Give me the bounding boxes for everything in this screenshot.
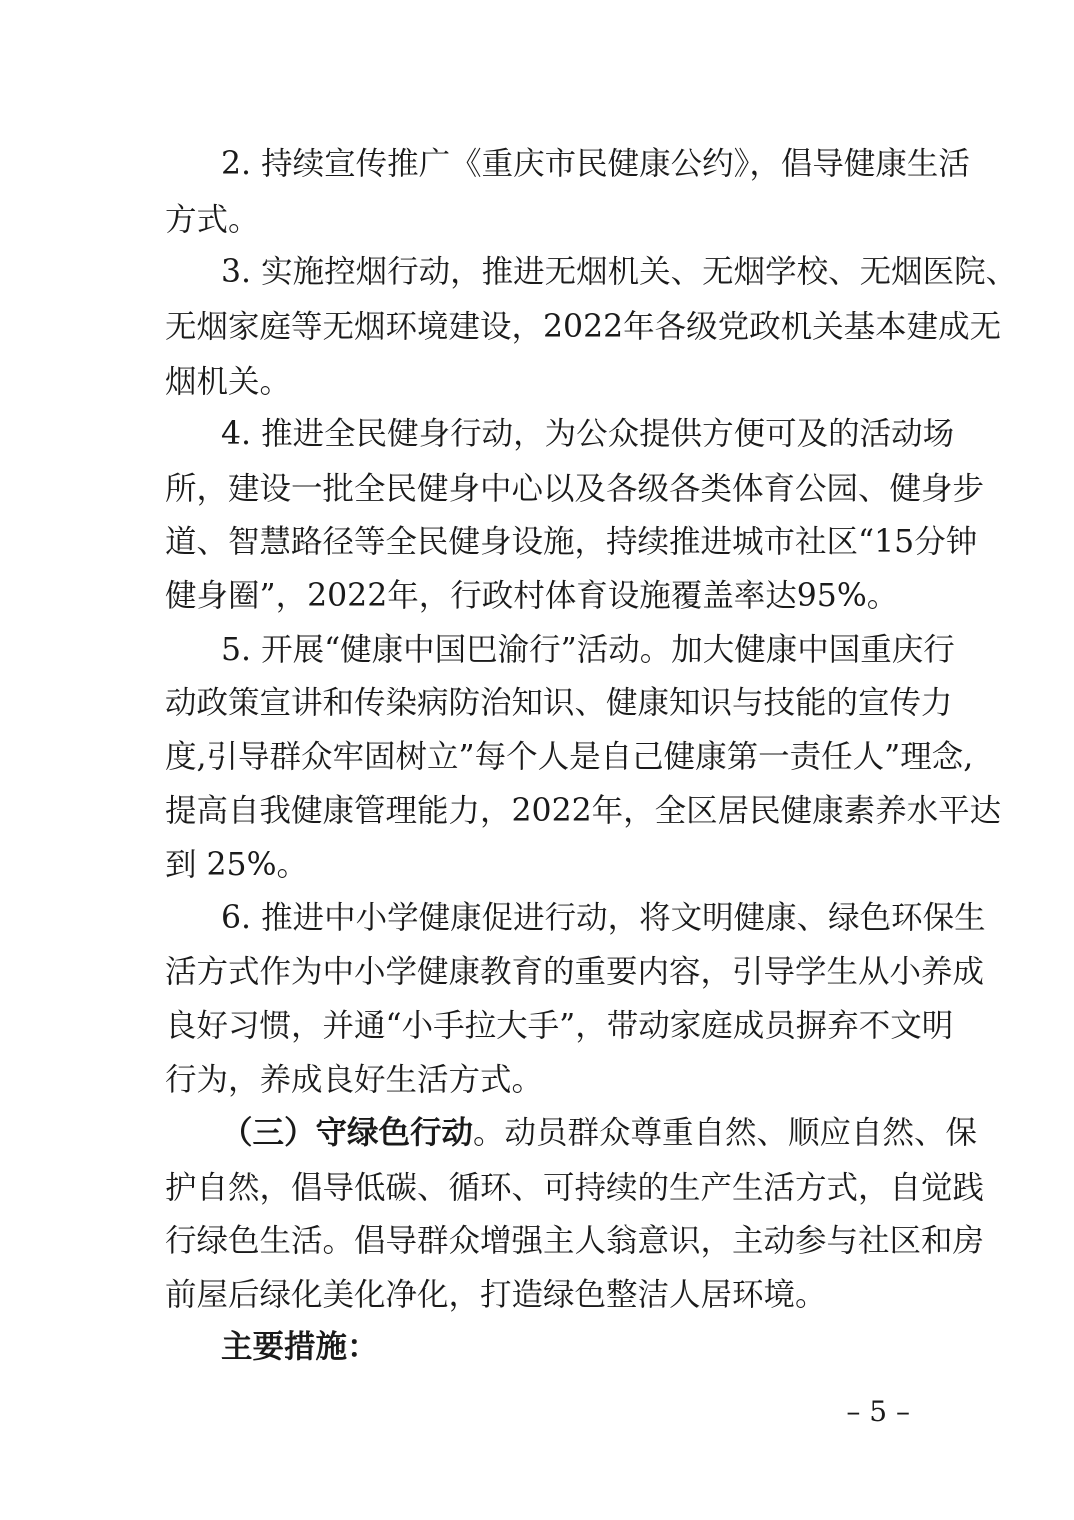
paragraph-line: 无烟家庭等无烟环境建设，2022年各级党政机关基本建成无 xyxy=(165,309,1002,345)
paragraph-line: 方式。 xyxy=(165,202,260,238)
paragraph-line: 行绿色生活。倡导群众增强主人翁意识，主动参与社区和房 xyxy=(165,1223,985,1259)
paragraph-line: 度,引导群众牢固树立”每个人是自己健康第一责任人”理念, xyxy=(165,739,974,775)
paragraph-line: 烟机关。 xyxy=(165,364,292,400)
measures-heading: 主要措施： xyxy=(221,1328,379,1365)
paragraph-line: 4. 推进全民健身行动，为公众提供方便可及的活动场 xyxy=(221,416,955,452)
paragraph-line: 所，建设一批全民健身中心以及各级各类体育公园、健身步 xyxy=(165,471,985,507)
paragraph-line: 良好习惯，并通“小手拉大手”，带动家庭成员摒弃不文明 xyxy=(165,1008,954,1044)
paragraph-line: 动政策宣讲和传染病防治知识、健康知识与技能的宣传力 xyxy=(165,685,953,721)
paragraph-line: 6. 推进中小学健康促进行动，将文明健康、绿色环保生 xyxy=(221,900,986,936)
section-three-first-line xyxy=(221,1104,978,1162)
paragraph-line: 健身圈”，2022年，行政村体育设施覆盖率达95%。 xyxy=(165,578,899,614)
paragraph-line: 前屋后绿化美化净化，打造绿色整洁人居环境。 xyxy=(165,1277,827,1313)
paragraph-line: 护自然，倡导低碳、循环、可持续的生产生活方式，自觉践 xyxy=(165,1170,985,1206)
paragraph-line: 提高自我健康管理能力，2022年，全区居民健康素养水平达 xyxy=(165,793,1002,829)
paragraph-line: 道、智慧路径等全民健身设施，持续推进城市社区“15分钟 xyxy=(165,524,978,560)
section-text: 。动员群众尊重自然、顺应自然、保 xyxy=(473,1115,978,1151)
paragraph-line: 2. 持续宣传推广《重庆市民健康公约》，倡导健康生活 xyxy=(221,146,970,182)
paragraph-line: 3. 实施控烟行动，推进无烟机关、无烟学校、无烟医院、 xyxy=(221,254,1018,290)
paragraph-line: 活方式作为中小学健康教育的重要内容，引导学生从小养成 xyxy=(165,954,985,990)
section-heading: （三）守绿色行动 xyxy=(221,1114,474,1151)
paragraph-line: 到 25%。 xyxy=(165,847,309,883)
paragraph-line: 行为，养成良好生活方式。 xyxy=(165,1062,544,1098)
paragraph-line: 5. 开展“健康中国巴渝行”活动。加大健康中国重庆行 xyxy=(221,632,955,668)
page-number: – 5 – xyxy=(846,1395,910,1428)
